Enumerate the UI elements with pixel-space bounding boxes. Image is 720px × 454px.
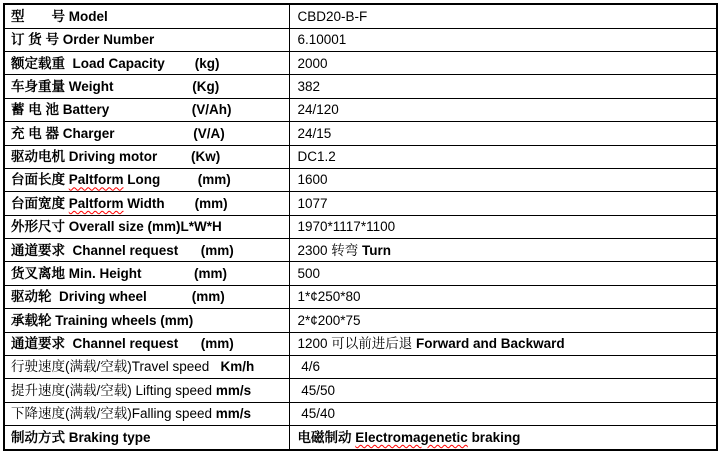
spec-text-segment: 1*¢250*80: [297, 289, 361, 305]
spec-text-segment: (mm): [164, 195, 228, 211]
table-row: [4, 239, 717, 262]
spec-text-segment: 下降速度(满载/空载)Falling speed: [11, 406, 216, 422]
spec-label-cell: [4, 98, 289, 121]
spec-label-cell: [4, 52, 289, 75]
table-row: [4, 98, 717, 121]
spec-text-segment: Forward and Backward: [416, 336, 565, 351]
table-row: [4, 426, 717, 450]
table-row: [4, 355, 717, 378]
spec-text-segment: 承载轮 Training wheels (mm): [11, 312, 194, 328]
spec-label-cell: [4, 309, 289, 332]
spec-label-cell: [4, 426, 289, 450]
table-row: [4, 52, 717, 75]
spec-value-cell: [289, 355, 717, 378]
spec-value-cell: [289, 52, 717, 75]
spec-text-segment: 充 电 器 Charger (V/A): [11, 125, 225, 141]
spec-value-cell: [289, 168, 717, 191]
table-row: [4, 332, 717, 355]
spec-value-cell: [289, 4, 717, 28]
spec-text-segment: Electromagenetic: [355, 429, 468, 445]
table-row: [4, 145, 717, 168]
spec-text-segment: Width: [123, 195, 165, 211]
table-row: [4, 309, 717, 332]
spec-text-segment: Paltform: [68, 195, 124, 211]
spec-value-cell: [289, 332, 717, 355]
spec-text-segment: 1600: [297, 172, 328, 188]
spec-table-body: [4, 4, 717, 450]
spec-text-segment: 电磁制动: [297, 429, 356, 445]
spec-text-segment: 驱动轮 Driving wheel (mm): [11, 289, 225, 305]
table-row: [4, 192, 717, 215]
spec-value-cell: [289, 122, 717, 145]
table-row: [4, 379, 717, 402]
spec-label-cell: [4, 215, 289, 238]
spec-text-segment: 45/50: [297, 382, 336, 398]
spec-text-segment: 4/6: [297, 359, 321, 375]
spec-text-segment: 行驶速度(满载/空载)Travel speed: [11, 359, 221, 375]
spec-text-segment: DC1.2: [297, 149, 336, 164]
spec-value-cell: [289, 426, 717, 450]
spec-value-cell: [289, 28, 717, 51]
spec-text-segment: 24/120: [297, 102, 339, 118]
spec-value-cell: [289, 402, 717, 425]
spec-text-segment: braking: [467, 429, 521, 445]
spec-text-segment: 1077: [297, 195, 328, 211]
spec-text-segment: 2000: [297, 55, 328, 71]
spec-value-cell: [289, 75, 717, 98]
spec-text-segment: mm/s: [215, 382, 252, 398]
spec-text-segment: Turn: [362, 242, 392, 258]
spec-text-segment: 额定载重 Load Capacity (kg): [11, 55, 220, 71]
spec-text-segment: 驱动电机 Driving motor (Kw): [11, 149, 221, 164]
spec-text-segment: 45/40: [297, 406, 336, 422]
spec-value-cell: [289, 262, 717, 285]
spec-value-cell: [289, 239, 717, 262]
spec-text-segment: 订 货 号 Order Number: [11, 32, 155, 48]
table-row: [4, 285, 717, 308]
spec-text-segment: 500: [297, 265, 321, 281]
spec-table: [3, 3, 718, 451]
spec-text-segment: 外形尺寸 Overall size (mm)L*W*H: [11, 219, 222, 235]
spec-text-segment: 车身重量 Weight (Kg): [11, 78, 220, 94]
spec-text-segment: 2300 转弯: [297, 242, 363, 258]
spec-text-segment: 6.10001: [297, 32, 347, 48]
table-row: [4, 4, 717, 28]
spec-label-cell: [4, 379, 289, 402]
spec-text-segment: 台面宽度: [11, 195, 69, 211]
spec-value-cell: [289, 309, 717, 332]
table-row: [4, 262, 717, 285]
spec-text-segment: Long: [123, 172, 161, 188]
spec-text-segment: mm/s: [215, 406, 252, 422]
spec-label-cell: [4, 4, 289, 28]
spec-label-cell: [4, 192, 289, 215]
spec-text-segment: CBD20-B-F: [297, 8, 368, 24]
spec-label-cell: [4, 122, 289, 145]
spec-text-segment: 制动方式 Braking type: [11, 429, 151, 445]
spec-label-cell: [4, 332, 289, 355]
spec-label-cell: [4, 28, 289, 51]
spec-text-segment: 货叉离地 Min. Height (mm): [11, 265, 227, 281]
spec-text-segment: 通道要求 Channel request (mm): [11, 336, 234, 351]
spec-value-cell: [289, 215, 717, 238]
spec-text-segment: 型 号 Model: [11, 8, 108, 24]
table-row: [4, 28, 717, 51]
table-row: [4, 75, 717, 98]
table-row: [4, 168, 717, 191]
spec-label-cell: [4, 285, 289, 308]
spec-value-cell: [289, 379, 717, 402]
spec-label-cell: [4, 75, 289, 98]
spec-value-cell: [289, 285, 717, 308]
spec-label-cell: [4, 355, 289, 378]
spec-text-segment: 2*¢200*75: [297, 312, 361, 328]
spec-text-segment: 24/15: [297, 125, 332, 141]
spec-label-cell: [4, 168, 289, 191]
spec-text-segment: 台面长度: [11, 172, 69, 188]
spec-text-segment: 1970*1117*1100: [297, 219, 396, 235]
spec-label-cell: [4, 145, 289, 168]
spec-text-segment: 1200 可以前进后退: [297, 336, 417, 351]
spec-text-segment: Paltform: [68, 172, 124, 188]
spec-label-cell: [4, 262, 289, 285]
spec-value-cell: [289, 145, 717, 168]
spec-text-segment: 382: [297, 78, 321, 94]
spec-label-cell: [4, 402, 289, 425]
spec-value-cell: [289, 192, 717, 215]
table-row: [4, 122, 717, 145]
spec-text-segment: 蓄 电 池 Battery (V/Ah): [11, 102, 232, 118]
table-row: [4, 402, 717, 425]
spec-value-cell: [289, 98, 717, 121]
spec-text-segment: 通道要求 Channel request (mm): [11, 242, 234, 258]
spec-text-segment: Km/h: [220, 359, 255, 375]
table-row: [4, 215, 717, 238]
spec-label-cell: [4, 239, 289, 262]
spec-text-segment: 提升速度(满载/空载) Lifting speed: [11, 382, 216, 398]
spec-text-segment: (mm): [160, 172, 231, 188]
